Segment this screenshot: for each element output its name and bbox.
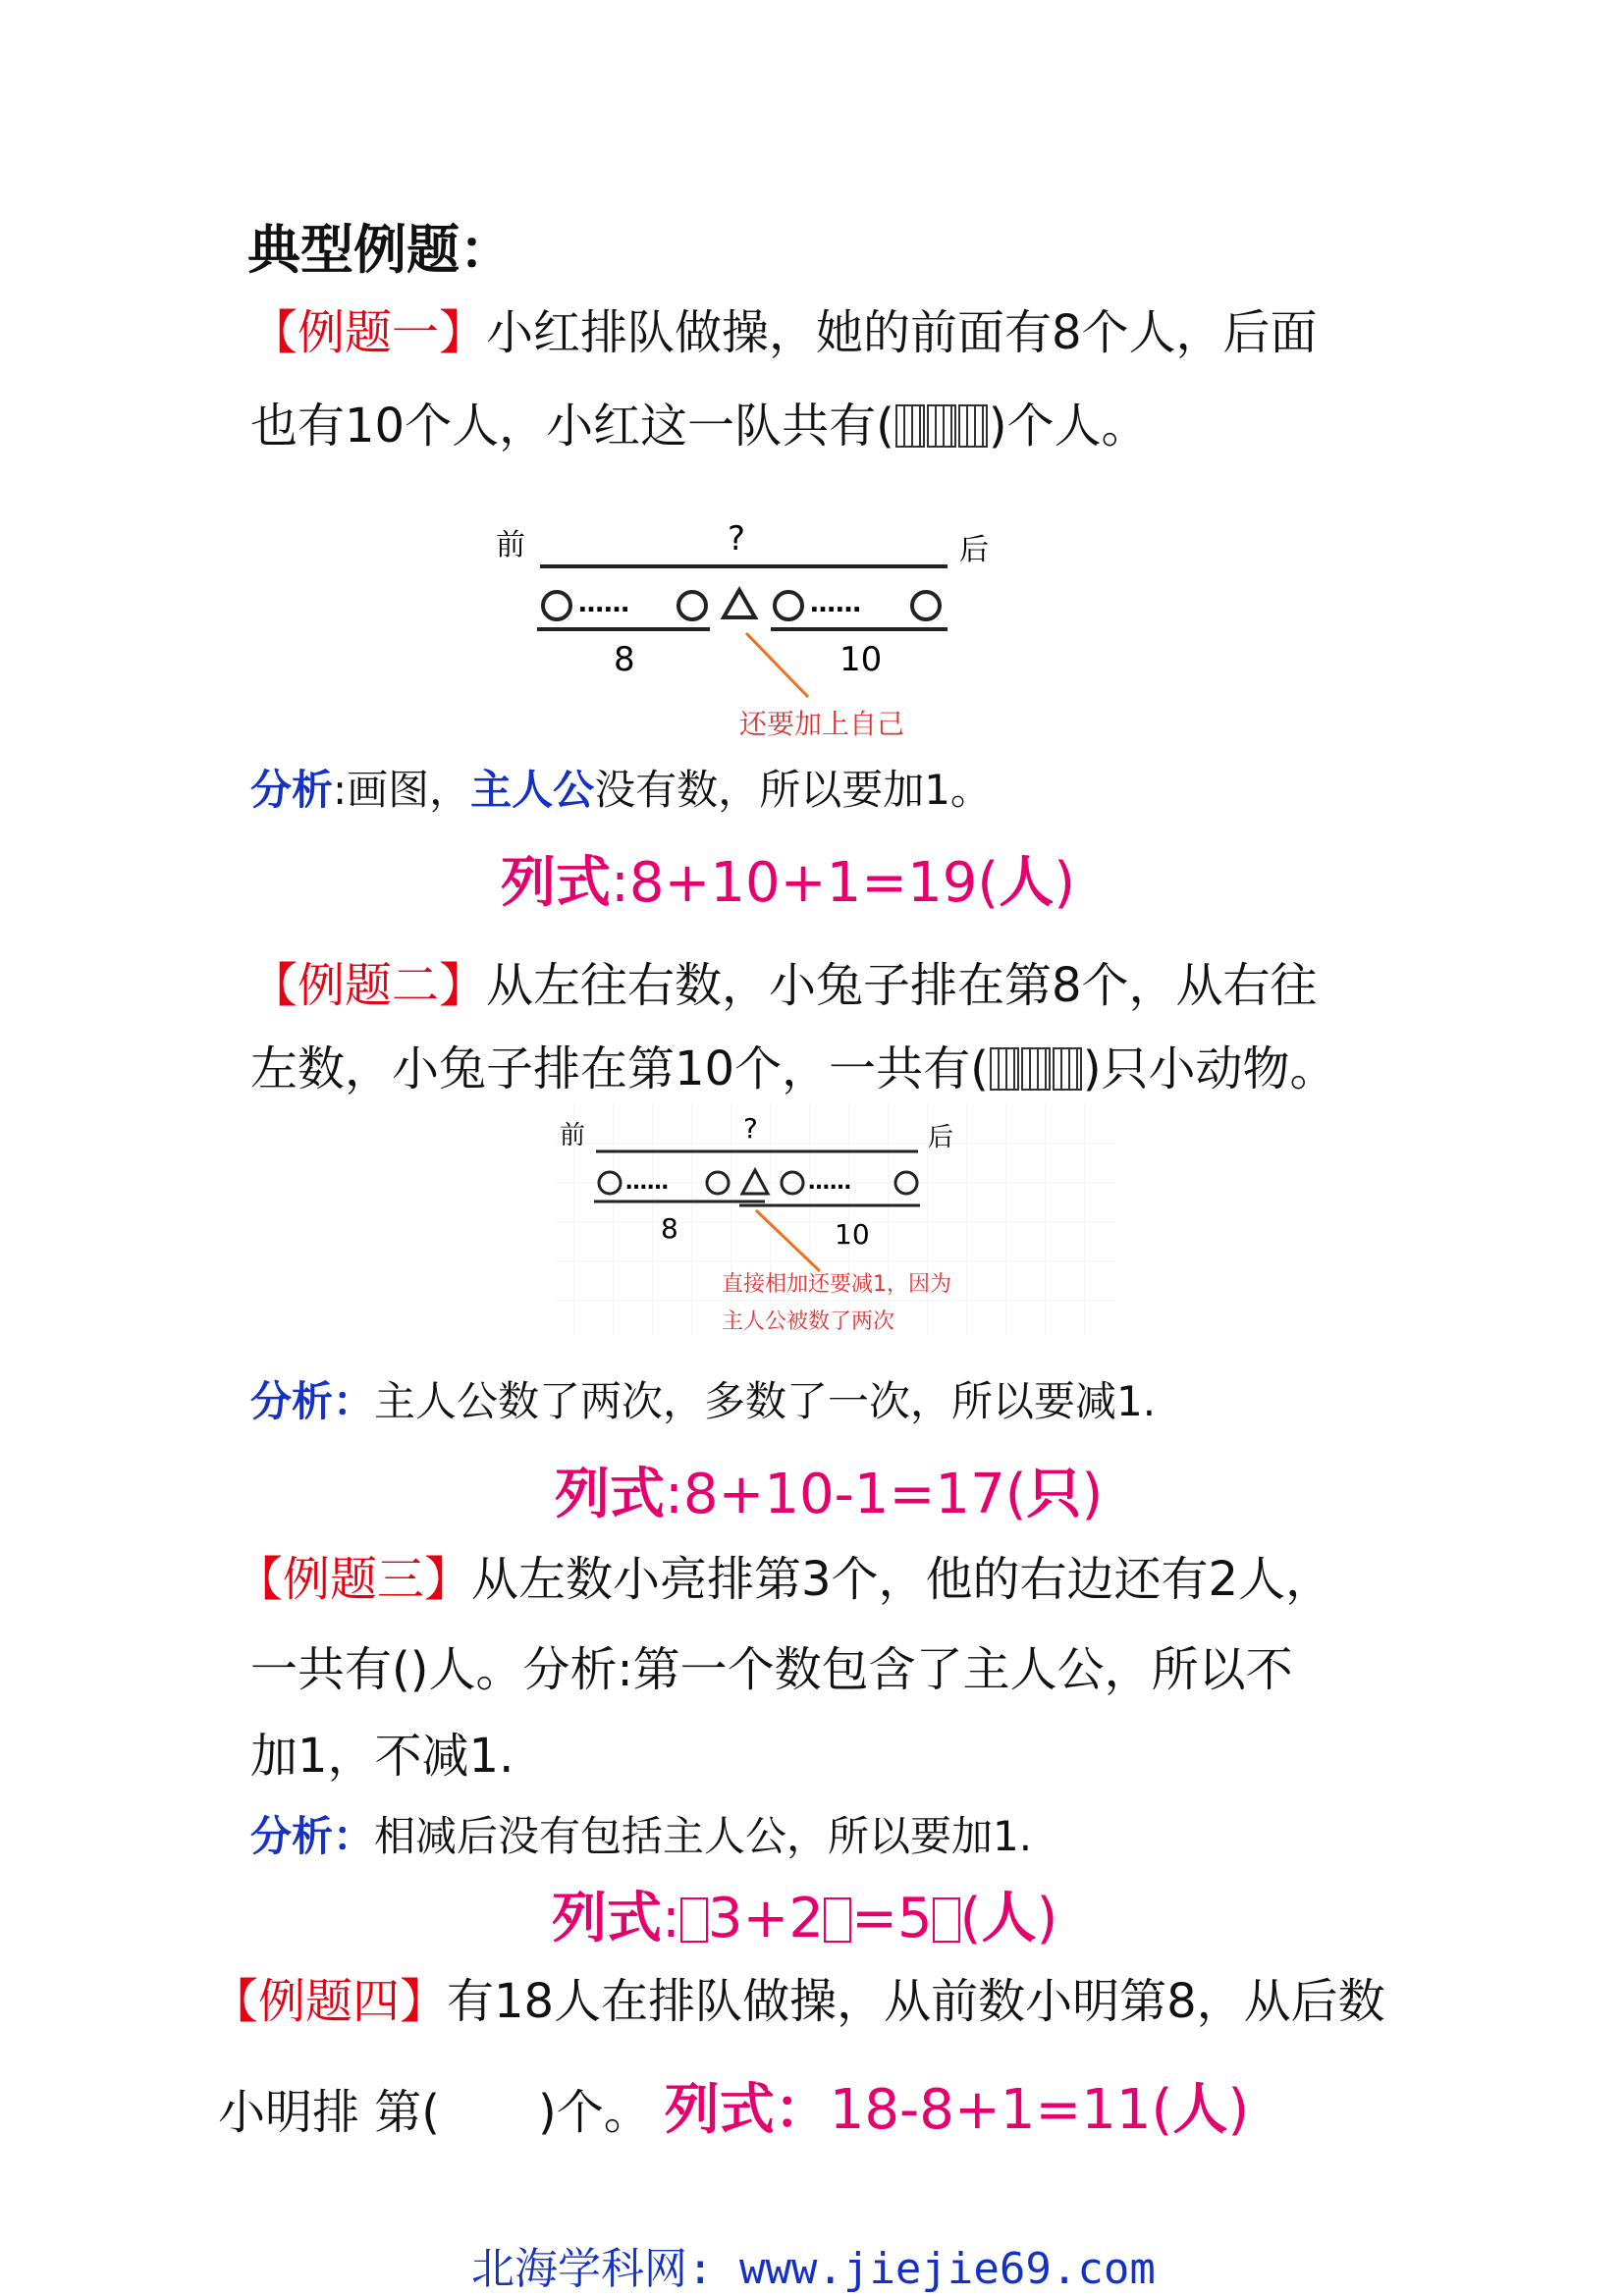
footer-site-url[interactable]: www.jiejie69.com (713, 2244, 1156, 2294)
diagram-note: 直接相加还要减1，因为 (722, 1272, 951, 1297)
formula-expr: 18-8+1=11( (829, 2078, 1173, 2142)
analysis-text: 主人公数了两次，多数了一次，所以要减1. (374, 1377, 1157, 1425)
answer-blank (989, 1041, 1083, 1096)
analysis-label: 分析： (250, 1812, 375, 1860)
question-mark: ? (743, 1112, 758, 1145)
analysis-label: 分析： (250, 1377, 375, 1425)
ex2-line1 (250, 947, 1318, 1015)
left-count: 8 (661, 1212, 678, 1245)
ex2-analysis (250, 1369, 1156, 1428)
ex3-text-1: 从左数小亮排第3个，他的右边还有2人， (471, 1552, 1333, 1607)
left-count: 8 (614, 640, 635, 679)
formula-key: 列式 (555, 1463, 665, 1526)
analysis-label: 分析 (250, 766, 334, 814)
right-count: 10 (835, 1218, 870, 1251)
front-label: 前 (496, 528, 525, 562)
back-label: 后 (959, 533, 989, 567)
ex1-text-2a: 也有10个人，小红这一队共有( (250, 399, 894, 454)
formula-unit: 人 (999, 851, 1055, 915)
ex3-line2: 一共有()人。分析:第一个数包含了主人公，所以不 (250, 1642, 1293, 1697)
ex1-diagram (486, 515, 1016, 751)
ex1-formula (501, 839, 1075, 918)
diagram-note: 主人公被数了两次 (722, 1309, 895, 1334)
ex2-line2 (250, 1031, 1337, 1098)
formula-key: 列式 (501, 851, 611, 915)
formula-expr: : (662, 1887, 680, 1950)
answer-blank (894, 399, 989, 454)
ex4-text-2a: 小明排 第( (218, 2085, 440, 2140)
formula-end: ) (1227, 2078, 1250, 2142)
formula-end: ) (1054, 851, 1076, 915)
footer-site-name: 北海学科网: (471, 2244, 714, 2294)
ex2-formula (555, 1451, 1103, 1529)
formula-expr: 3+2 (707, 1887, 825, 1950)
diagram-note: 还要加上自己 (739, 708, 905, 740)
formula-key: 列式： (664, 2078, 830, 2142)
ex2-text-2b: )只小动物。 (1082, 1041, 1337, 1096)
ex4-text-2b: )个。 (538, 2085, 651, 2140)
section-title: 典型例题： (247, 219, 513, 281)
circle-icon (543, 592, 570, 619)
footer (471, 2233, 1156, 2296)
question-mark: ? (728, 519, 746, 559)
ex1-analysis (250, 758, 992, 817)
dots: …… (808, 1170, 851, 1195)
ex2-text-1: 从左往右数，小兔子排在第8个，从右往 (486, 958, 1318, 1013)
dots: …… (625, 1170, 669, 1195)
ex4-line1 (211, 1963, 1385, 2031)
formula-unit: 人 (1172, 2078, 1228, 2142)
ex4-line2 (218, 2066, 1249, 2145)
ex4-tag: 【例题四】 (211, 1974, 448, 2029)
front-label: 前 (560, 1121, 586, 1150)
ex1-text-2b: )个人。 (988, 399, 1149, 454)
formula-expr: :8+10-1=17( (665, 1463, 1027, 1526)
ex2-diagram (555, 1104, 1114, 1340)
ex3-formula (552, 1875, 1057, 1953)
formula-expr: ( (959, 1887, 982, 1950)
ex1-line1 (250, 294, 1318, 362)
ex3-line1 (236, 1541, 1332, 1609)
formula-end: ) (1081, 1463, 1104, 1526)
dots: …… (810, 589, 861, 618)
ex1-line2 (250, 388, 1149, 455)
right-count: 10 (839, 640, 883, 679)
triangle-icon (742, 1170, 768, 1194)
ex3-tag: 【例题三】 (236, 1552, 472, 1607)
circle-icon (678, 592, 706, 619)
analysis-text: 没有数，所以要加1。 (594, 766, 992, 814)
triangle-icon (724, 590, 755, 617)
formula-unit: 只 (1026, 1463, 1082, 1526)
ex2-text-2a: 左数，小兔子排在第10个，一共有( (250, 1041, 989, 1096)
ex3-analysis (250, 1804, 1032, 1863)
circle-icon (912, 592, 940, 619)
formula-expr: =5 (851, 1887, 933, 1950)
analysis-text: :画图， (333, 766, 471, 814)
formula-expr: :8+10+1=19( (611, 851, 1000, 915)
ex2-tag: 【例题二】 (250, 958, 487, 1013)
back-label: 后 (928, 1123, 954, 1152)
ex4-text-1: 有18人在排队做操，从前数小明第8，从后数 (447, 1974, 1385, 2029)
ex3-line3: 加1，不减1. (250, 1729, 514, 1784)
formula-unit: 人 (981, 1887, 1037, 1950)
formula-end: ) (1036, 1887, 1058, 1950)
analysis-highlight: 主人公 (470, 766, 595, 814)
ex1-text-1: 小红排队做操，她的前面有8个人，后面 (486, 305, 1318, 360)
circle-icon (775, 592, 802, 619)
ex1-tag: 【例题一】 (250, 305, 487, 360)
dots: …… (578, 589, 629, 618)
analysis-text: 相减后没有包括主人公，所以要加1. (374, 1812, 1033, 1860)
formula-key: 列式 (552, 1887, 662, 1950)
